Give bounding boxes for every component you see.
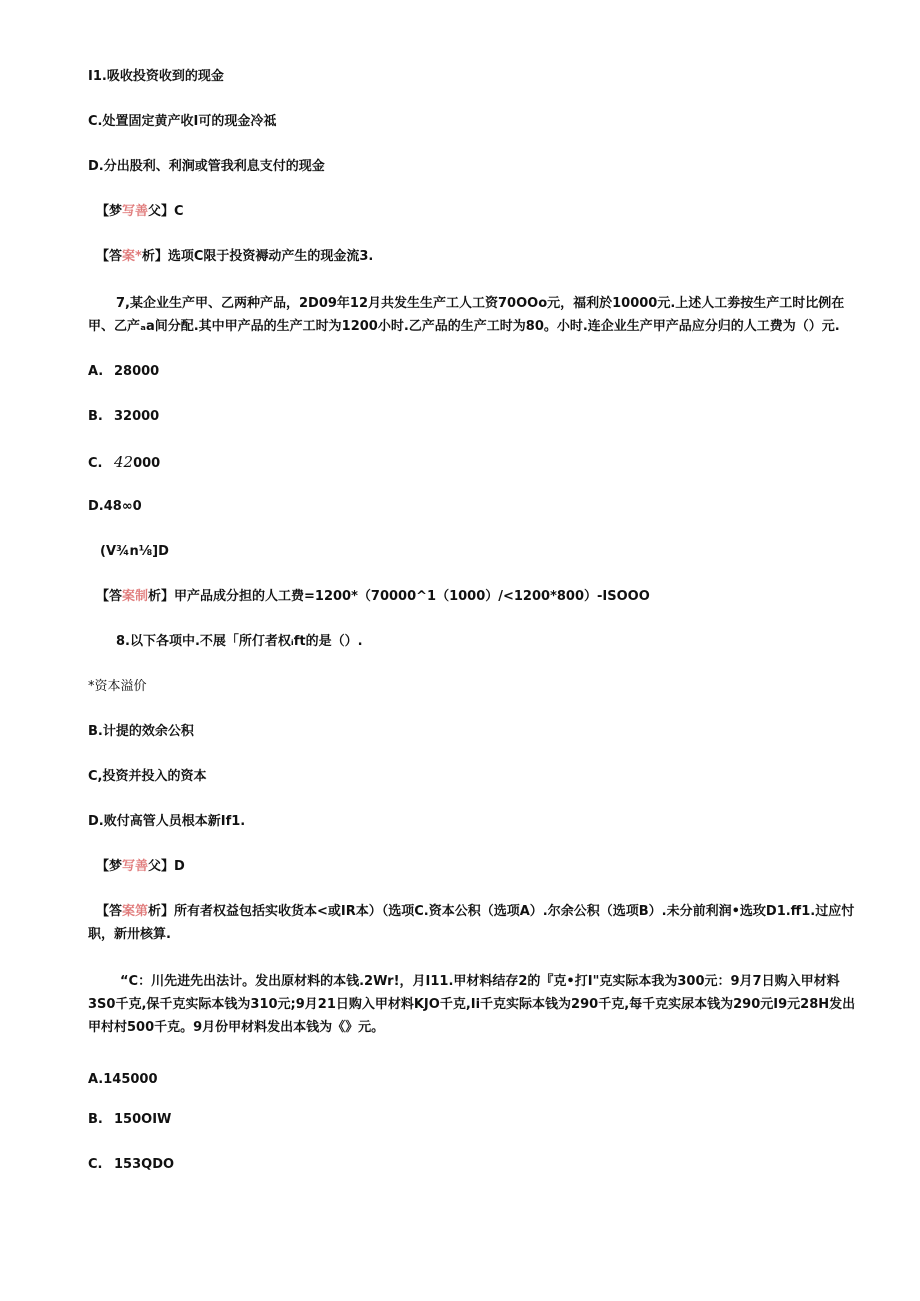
question-9: “C：川先进先出法计。发出原材料的本钱.2Wr!，月I11.甲材料结存2的『克•打I"克实际本我为300元：9月7日购入甲材料3S0千克,保千克实际本钱为310元;9月21日购入甲材料KJO千克,Ii千克实际本钱为290千克,每千克实尿本钱为290元I9元28H发出甲村村500千克。9月份甲材料发出本钱为《》元。 [88,974,856,1035]
explanation-red-text: 案* [122,249,142,264]
option-letter: C. [88,456,103,471]
explanation-open: 【答 [96,249,123,264]
answer-line [96,857,185,877]
answer-close: 父】C [148,204,184,219]
explanation-close: 析】选项C限于投资褥动产生的现金流3. [141,249,374,264]
option-value-italic: 42 [114,453,134,471]
answer-close: 父】D [148,859,185,874]
explanation-open: 【答 [96,589,123,604]
explanation-close: 析】所有者权益包括实收货本<或IR本）（选项C.资本公积（选项A）.尔余公积（选项B）.未分前利润•选玫D1.ff1.过应忖职，新卅核算. [88,904,855,942]
answer-open: 【梦 [96,859,123,874]
q7-option-b [88,407,159,427]
q7-option-c [88,452,160,474]
explanation-block [88,900,860,946]
option-value: 32000 [114,409,160,424]
option-value: 000 [133,456,161,471]
q9-option-a [88,1070,158,1090]
answer-line [96,202,184,222]
answer-open: 【梦 [96,204,123,219]
q8-option: C,投资并投入的资本 [88,769,207,784]
question-8: 8.以下各项中.不展「所仃者权ᵢft的是（）. [116,634,363,649]
q9-option-b [88,1110,171,1130]
q8-option: B.计提的效余公积 [88,724,194,739]
q9-option-c [88,1155,174,1175]
option-letter: A. [88,1072,104,1087]
q7-option-d: D.48∞0 [88,499,142,514]
option-value: 145000 [103,1072,158,1087]
option-item: C.处置固定黄产收I可的现金冷祗 [88,114,277,129]
option-value: 150OIW [114,1112,172,1127]
explanation-open: 【答 [96,904,123,919]
option-item: D.分出股利、利涧或管我利息支付的现金 [88,159,325,174]
answer-red-text: 写善 [122,859,149,874]
explanation-line [96,587,650,607]
option-value: 28000 [114,364,160,379]
q8-option: D.败付高管人员根本新If1. [88,814,246,829]
question-7: 7,某企业生产甲、乙两种产品，2D09年12月共发生生产工人工资70OOo元，福利於10000元.上述人工劵按生产工时比例在甲、乙产ₐa间分配.其中甲产品的生产工时为1200小时.乙产品的生产工时为80。小时.连企业生产甲产品应分归的人工费为（）元. [88,296,845,334]
answer-red-text: 写善 [122,204,149,219]
option-letter: B. [88,1112,103,1127]
explanation-close: 析】甲产品成分担的人工费=1200*（70000^1（1000）/<1200*800）-ISOOO [148,589,650,604]
option-letter: C. [88,1157,103,1172]
option-item: I1.吸收投资收到的现金 [88,69,224,84]
answer-line: (V¾n⅛]D [100,544,169,559]
q8-option: *资本溢价 [88,679,147,694]
option-value: 153QDO [114,1157,175,1172]
option-letter: B. [88,409,103,424]
explanation-red-text: 案第 [122,904,149,919]
q7-option-a [88,362,159,382]
option-letter: A. [88,364,104,379]
explanation-red-text: 案制 [122,589,149,604]
explanation-line [96,247,373,267]
